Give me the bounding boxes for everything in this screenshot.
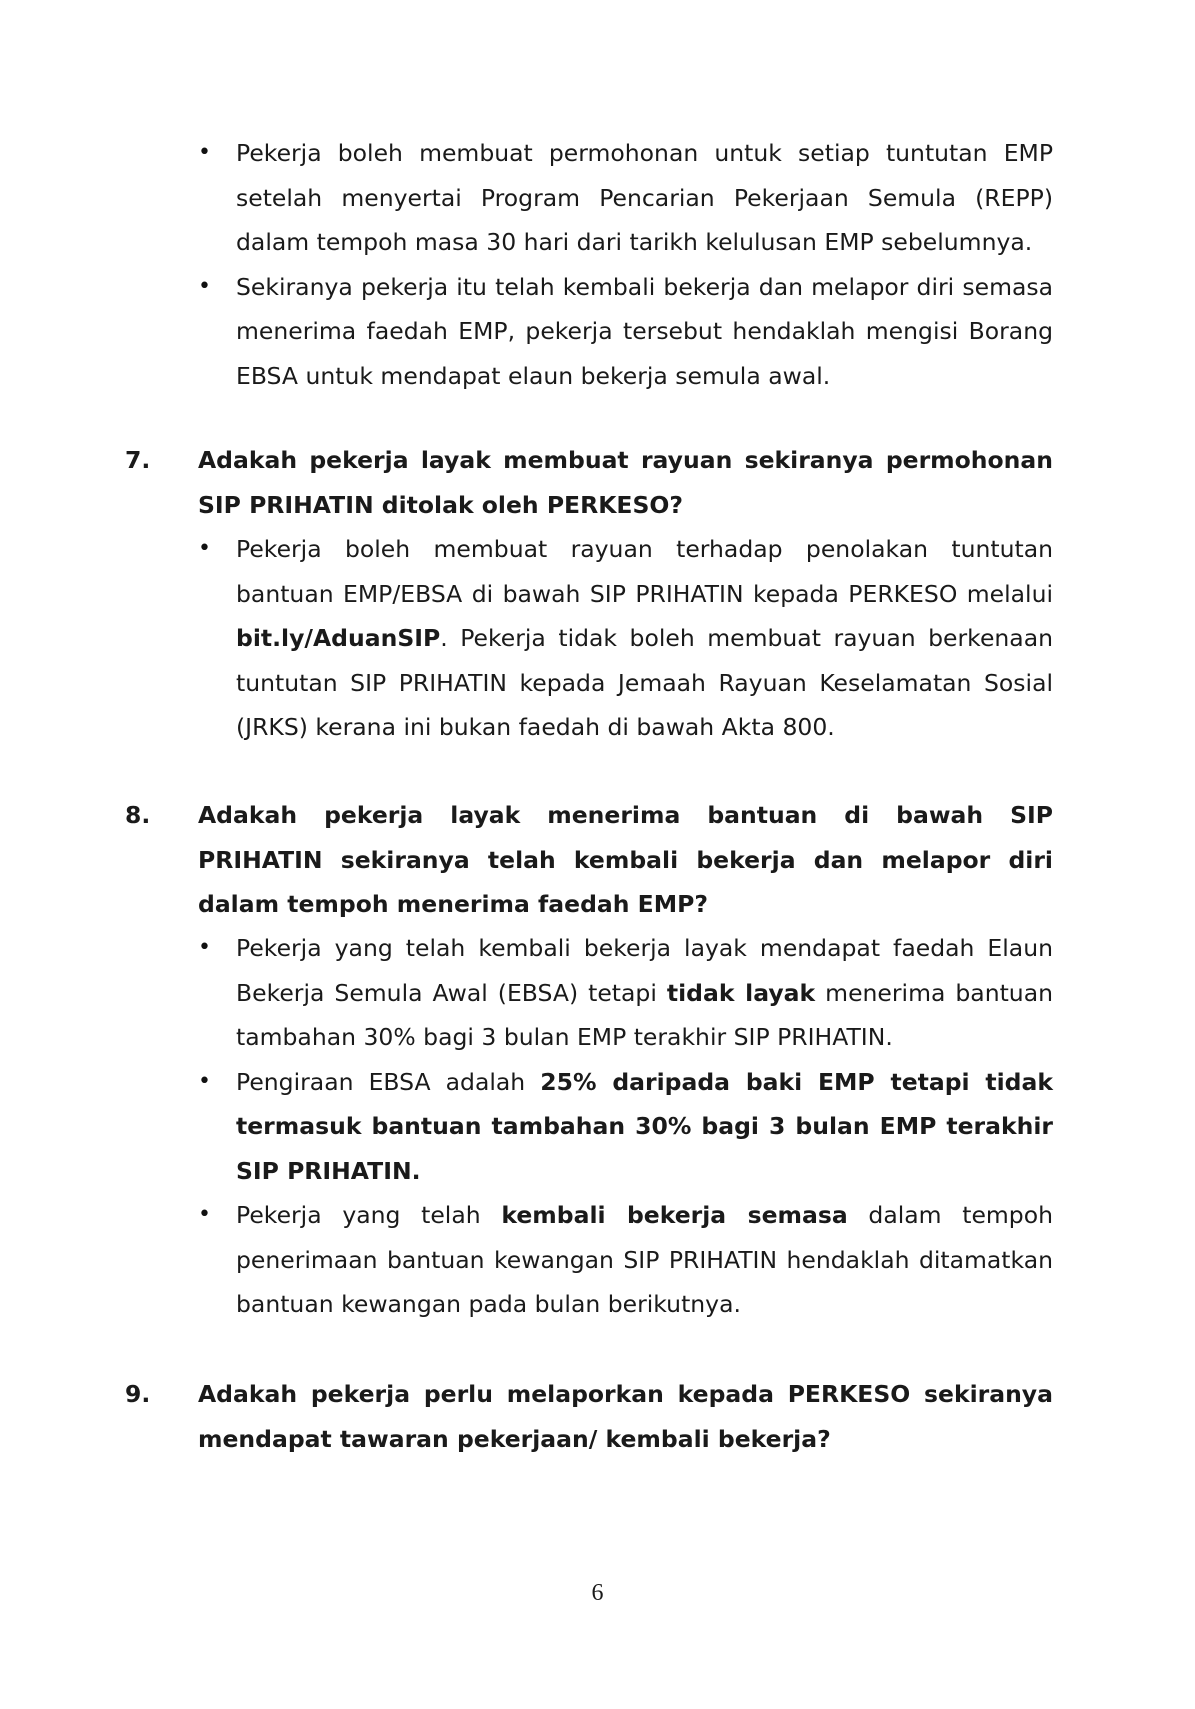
answer-text: . Pekerja tidak boleh membuat rayuan berkenaan tuntutan SIP PRIHATIN kepada Jemaah Rayuan Keselamatan Sosial (JRKS) kerana ini bukan faedah di bawah Akta 800. <box>236 624 1053 741</box>
question-number: 9. <box>125 1380 151 1408</box>
question-number: 8. <box>125 801 151 829</box>
list-item <box>198 527 1053 750</box>
answer-text: Pekerja yang telah kembali bekerja layak mendapat faedah Elaun Bekerja Semula Awal (EBSA) tetapi <box>236 934 1053 1007</box>
answer-text: menerima bantuan tambahan 30% bagi 3 bulan EMP terakhir SIP PRIHATIN. <box>236 978 1053 1051</box>
top-bullet-list <box>198 131 1053 398</box>
list-item <box>198 926 1053 1060</box>
question-text: Adakah pekerja perlu melaporkan kepada PERKESO sekiranya mendapat tawaran pekerjaan/ kembali bekerja? <box>198 1380 1053 1453</box>
aduan-link[interactable]: bit.ly/AduanSIP <box>236 624 441 652</box>
question-text: Adakah pekerja layak membuat rayuan sekiranya permohonan SIP PRIHATIN ditolak oleh PERKESO? <box>198 446 1053 519</box>
answer-text: Pengiraan EBSA adalah <box>236 1067 541 1096</box>
list-item <box>198 1060 1053 1194</box>
answer-text: Pekerja yang telah <box>236 1201 502 1229</box>
answer-text: Pekerja boleh membuat rayuan terhadap penolakan tuntutan bantuan EMP/EBSA di bawah SIP PRIHATIN kepada PERKESO melalui <box>236 535 1053 608</box>
page-number: 6 <box>591 1580 604 1606</box>
answer-bold: tidak layak <box>666 978 816 1007</box>
answer-7-list <box>198 527 1053 750</box>
question-7 <box>125 438 1053 527</box>
question-8 <box>125 793 1053 927</box>
answer-8-list <box>198 926 1053 1327</box>
question-text: Adakah pekerja layak menerima bantuan di bawah SIP PRIHATIN sekiranya telah kembali bekerja dan melapor diri dalam tempoh menerima faedah EMP? <box>198 801 1053 918</box>
question-9 <box>125 1372 1053 1461</box>
list-item <box>198 1193 1053 1327</box>
answer-bold: kembali bekerja semasa <box>501 1201 848 1229</box>
list-item: • Pekerja boleh membuat permohonan untuk setiap tuntutan EMP setelah menyertai Program Pencarian Pekerjaan Semula (REPP) dalam tempoh masa 30 hari dari tarikh kelulusan EMP sebelumnya. <box>198 131 1053 265</box>
question-number: 7. <box>125 446 151 474</box>
answer-bold: 25% daripada baki EMP tetapi tidak termasuk bantuan tambahan 30% bagi 3 bulan EMP terakhir SIP PRIHATIN. <box>236 1067 1053 1185</box>
list-item: • Sekiranya pekerja itu telah kembali bekerja dan melapor diri semasa menerima faedah EMP, pekerja tersebut hendaklah mengisi Borang EBSA untuk mendapat elaun bekerja semula awal. <box>198 265 1053 399</box>
answer-text: dalam tempoh penerimaan bantuan kewangan SIP PRIHATIN hendaklah ditamatkan bantuan kewangan pada bulan berikutnya. <box>236 1201 1053 1318</box>
